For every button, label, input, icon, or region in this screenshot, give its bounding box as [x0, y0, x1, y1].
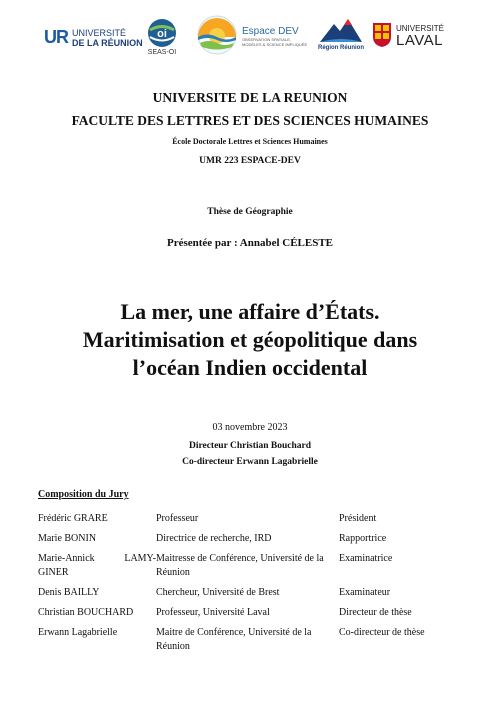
table-row — [38, 626, 460, 660]
jury-member-role: Co-directeur de thèse — [339, 627, 425, 638]
thesis-title-line: La mer, une affaire d’États. — [120, 299, 380, 324]
faculty-name: FACULTE DES LETTRES ET DES SCIENCES HUMAINES — [71, 113, 429, 128]
table-row — [38, 512, 460, 532]
thesis-type: Thèse de Géographie — [207, 207, 293, 217]
sunrise-icon — [196, 14, 238, 56]
table-row — [38, 552, 460, 586]
region-reunion-label: Région Réunion — [318, 45, 364, 51]
table-row — [38, 532, 460, 552]
doctoral-school: École Doctorale Lettres et Sciences Humaines — [172, 137, 328, 146]
jury-member-name: Denis BAILLY — [38, 587, 100, 598]
laval-logo-text — [396, 23, 444, 47]
ur-mark: UR — [44, 27, 68, 47]
laval-shield-icon — [372, 22, 392, 48]
universite-laval-logo — [372, 22, 444, 48]
universite-reunion-logo — [44, 27, 143, 48]
oi-logo — [145, 18, 179, 56]
jury-member-position: Professeur, Université Laval — [156, 607, 270, 618]
thesis-title — [0, 298, 500, 382]
thesis-co-director: Co-directeur Erwann Lagabrielle — [182, 457, 318, 467]
laval-logo-line1: UNIVERSITÉ — [396, 24, 445, 33]
espace-dev-subtitle: OBSERVATION SPATIALE, MODÈLES & SCIENCE IMPLIQUÉE — [242, 37, 308, 47]
jury-member-position: Maitre de Conférence, Université de la Réunion — [156, 627, 312, 652]
jury-member-role: Directeur de thèse — [339, 607, 412, 618]
espace-dev-logo — [242, 26, 308, 47]
oi-globe-icon — [145, 18, 179, 48]
partner-logos — [0, 12, 500, 62]
jury-member-position: Maitresse de Conférence, Université de la Réunion — [156, 553, 324, 578]
jury-member-position: Directrice de recherche, IRD — [156, 533, 272, 544]
jury-member-name: Christian BOUCHARD — [38, 607, 134, 618]
research-unit: UMR 223 ESPACE-DEV — [199, 156, 301, 166]
thesis-director: Directeur Christian Bouchard — [188, 441, 312, 451]
presented-by: Présentée par : Annabel CÉLESTE — [166, 237, 334, 249]
jury-member-role: Examinateur — [339, 587, 391, 598]
jury-member-position: Professeur — [156, 513, 199, 524]
jury-member-name: Erwann Lagabrielle — [38, 627, 118, 638]
jury-member-role: Examinatrice — [339, 553, 393, 564]
espace-dev-name: Espace DEV — [242, 26, 299, 37]
oi-logo-label: SEAS-OI — [147, 49, 177, 56]
jury-table — [38, 512, 460, 660]
sunrise-logo — [196, 14, 238, 56]
table-row — [38, 606, 460, 626]
defense-date: 03 novembre 2023 — [212, 422, 288, 433]
ur-logo-line1: UNIVERSITÉ — [72, 27, 127, 38]
ur-logo-text — [72, 28, 143, 48]
ur-logo-line2: DE LA RÉUNION — [72, 37, 143, 48]
thesis-title-line: l’océan Indien occidental — [132, 355, 368, 380]
jury-member-name: Marie BONIN — [38, 533, 97, 544]
mountain-icon — [318, 16, 364, 44]
jury-member-role: Président — [339, 513, 377, 524]
jury-member-position: Chercheur, Université de Brest — [156, 587, 280, 598]
thesis-title-line: Maritimisation et géopolitique dans — [82, 327, 418, 352]
region-reunion-logo — [318, 16, 364, 51]
svg-text:oi: oi — [157, 28, 167, 40]
university-name: UNIVERSITE DE LA REUNION — [152, 90, 348, 105]
jury-member-name: Marie-Annick LAMY-GINER — [38, 553, 156, 578]
jury-heading: Composition du Jury — [38, 489, 129, 500]
jury-member-name: Frédéric GRARE — [38, 513, 108, 524]
jury-member-role: Rapportrice — [339, 533, 387, 544]
table-row — [38, 586, 460, 606]
laval-logo-line2: LAVAL — [396, 32, 443, 49]
